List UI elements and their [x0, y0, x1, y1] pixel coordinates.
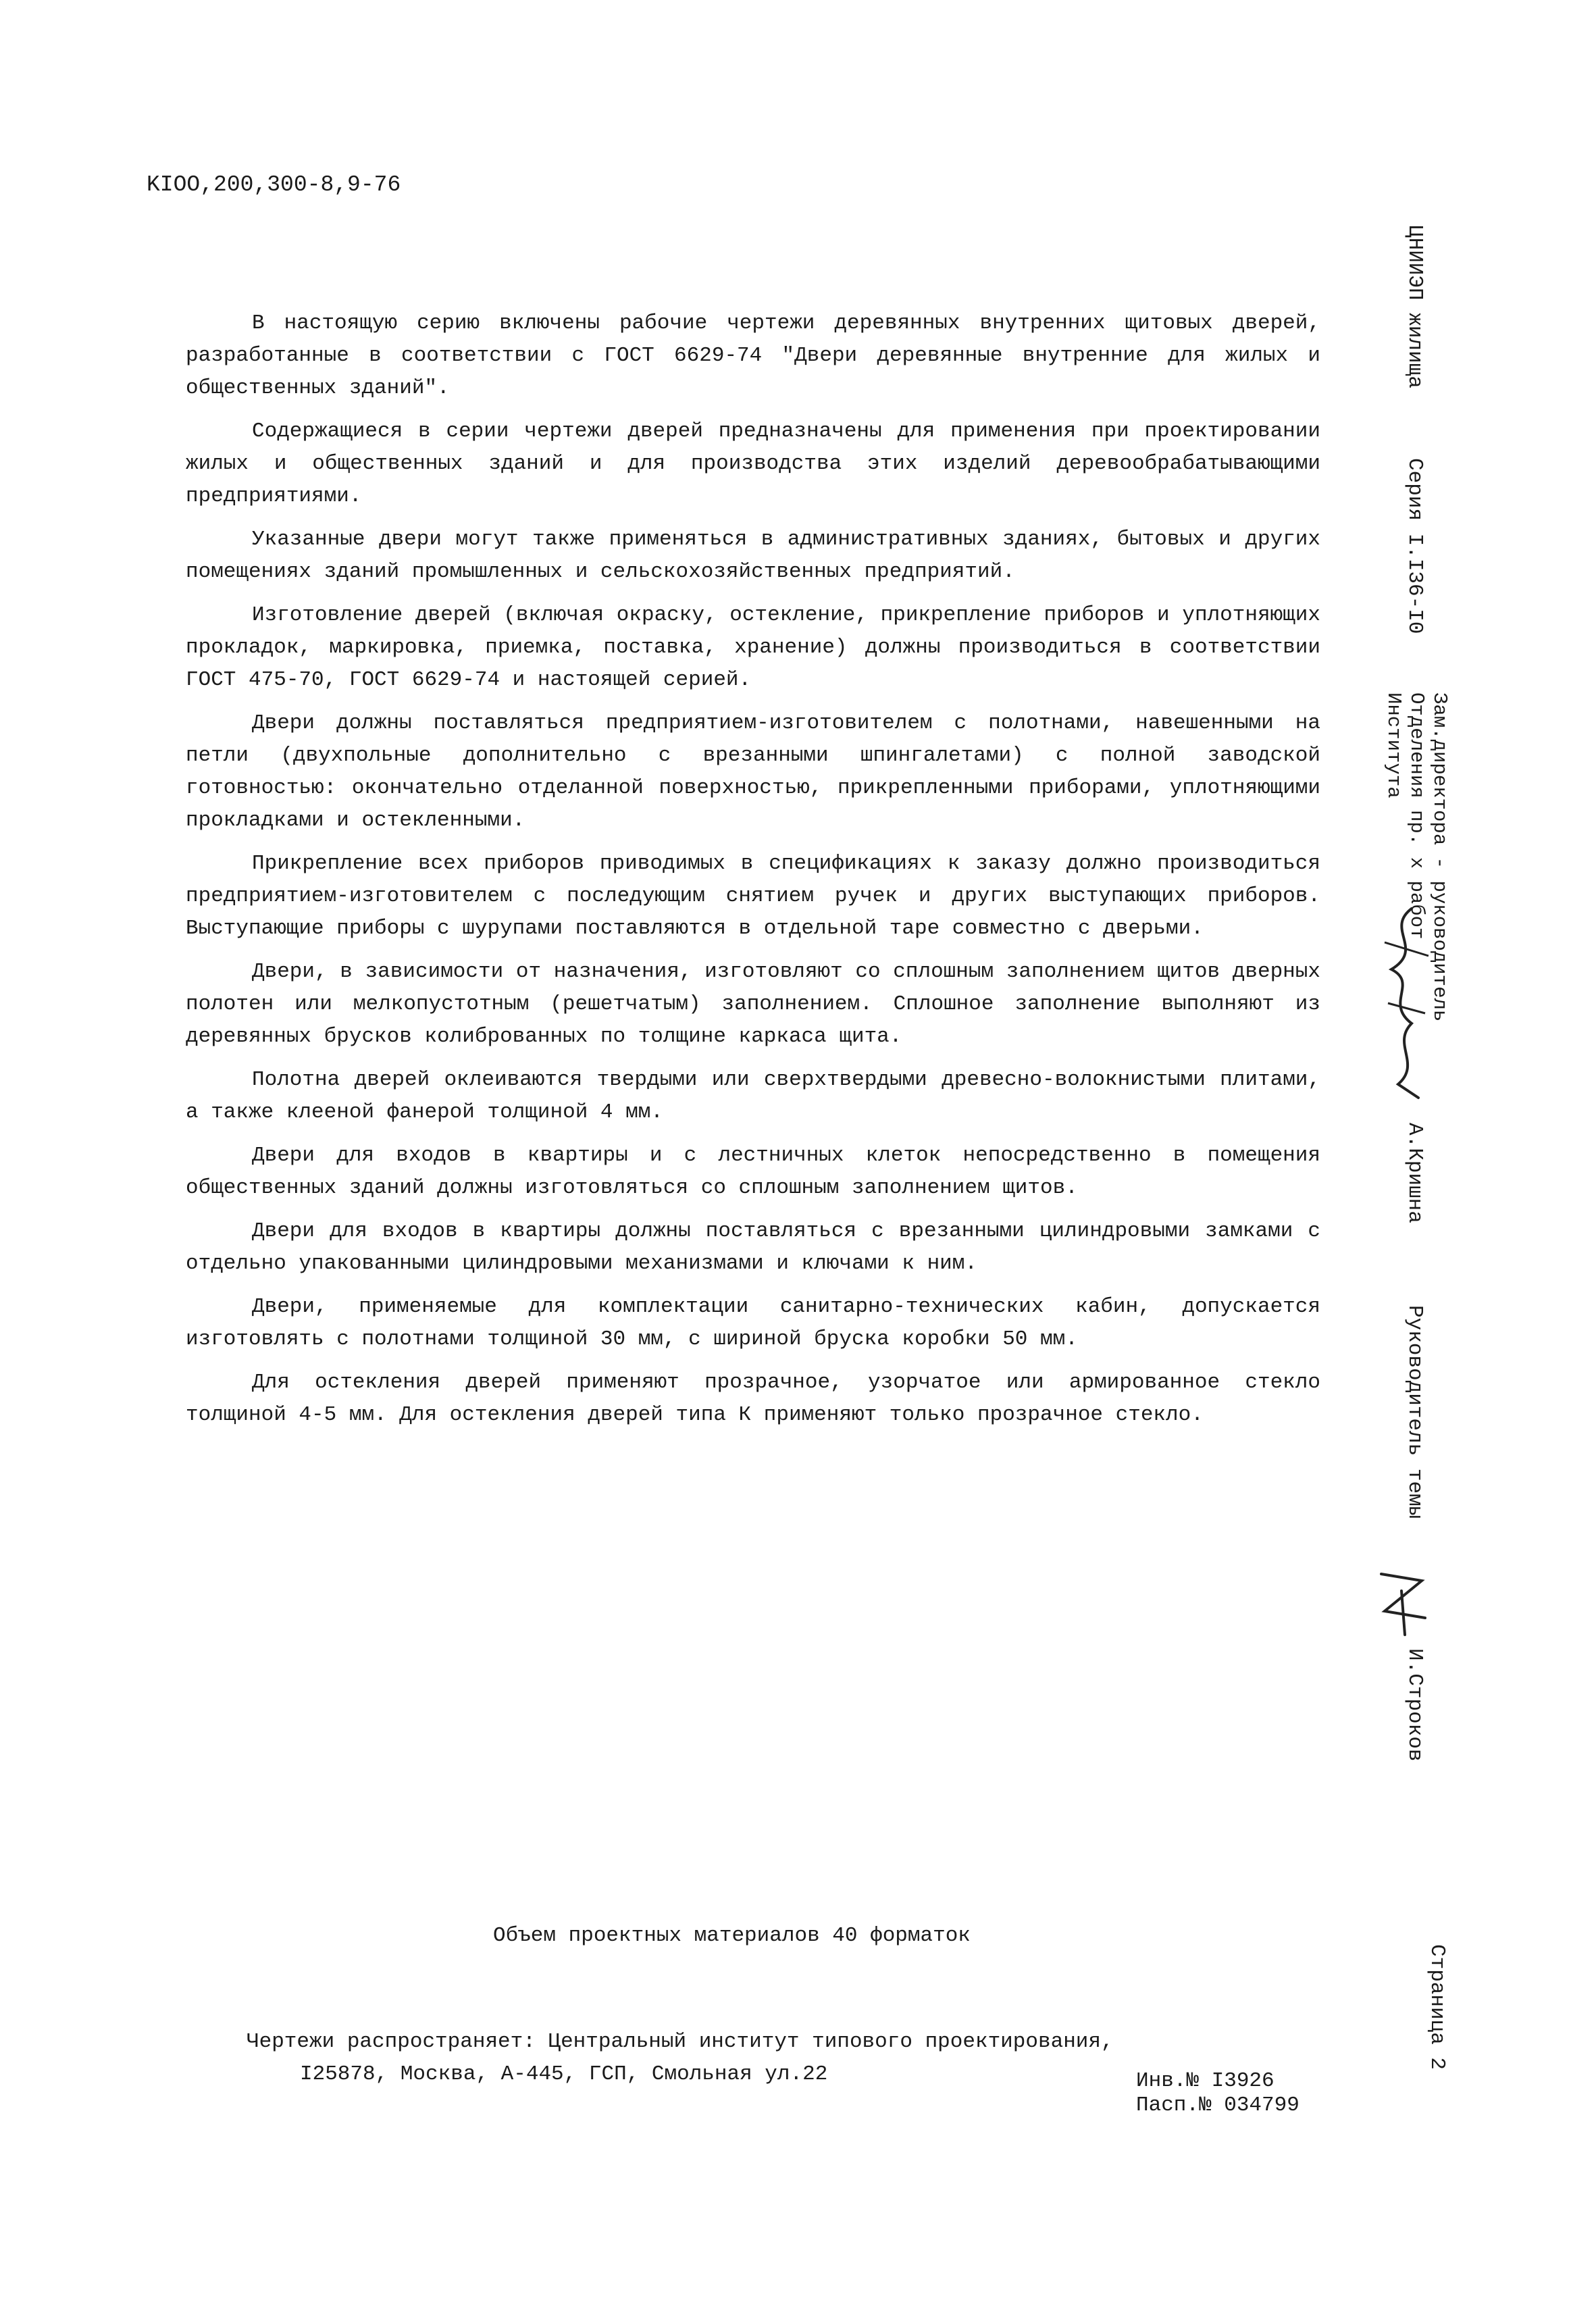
stamp-series: Серия I.I36-I0	[1403, 458, 1426, 634]
distributor-address: I25878, Москва, А-445, ГСП, Смольная ул.22	[300, 2062, 828, 2086]
paragraph: Для остекления дверей применяют прозрачное, узорчатое или армированное стекло толщиной 4-5 мм. Для остекления дверей типа К применяют только прозрачное стекло.	[186, 1371, 1320, 1427]
deputy-signature	[1371, 902, 1439, 1104]
paragraph: Прикрепление всех приборов приводимых в спецификациях к заказу должно производиться предприятием-изготовителем с последующим снятием ручек и других выступающих приборов. Выступающие приборы с шурупами поставляются в отдельной таре совместно с дверьми.	[186, 852, 1320, 940]
stamp-topic-lead-title: Руководитель темы	[1403, 1305, 1426, 1519]
paragraph: Двери, в зависимости от назначения, изготовляют со сплошным заполнением щитов дверных полотен или мелкопустотным (решетчатым) заполнением. Сплошное заполнение выполняют из деревянных брусков колиброванных по толщине каркаса щита.	[186, 960, 1320, 1048]
paragraph: Полотна дверей оклеиваются твердыми или сверхтвердыми древесно-волокнистыми плитами, а также клееной фанерой толщиной 4 мм.	[186, 1068, 1320, 1124]
stamp-deputy-name: А.Кришна	[1403, 1123, 1426, 1223]
paragraph: Двери для входов в квартиры должны поставляться с врезанными цилиндровыми замками с отдельно упакованными цилиндровыми механизмами и ключами к ним.	[186, 1219, 1320, 1275]
topic-lead-signature	[1371, 1564, 1432, 1638]
stamp-organization: ЦНИИЭП жилища	[1403, 225, 1426, 388]
paragraph: Содержащиеся в серии чертежи дверей предназначены для применения при проектировании жилых и общественных зданий и для производства этих изделий деревообрабатывающими предприятиями.	[186, 420, 1320, 508]
stamp-topic-lead-name: И.Строков	[1403, 1648, 1426, 1762]
page-number: Страница 2	[1425, 1944, 1449, 2070]
paragraph: Двери должны поставляться предприятием-изготовителем с полотнами, навешенными на петли (двухпольные дополнительно с врезанными шпингалетами) с полной заводской готовностью: окончательно отделанной поверхностью, прикрепленными приборами, уплотняющими прокладками и остекленными.	[186, 711, 1320, 832]
inventory-number: Инв.№ I3926	[1136, 2069, 1275, 2093]
paragraph: Двери, применяемые для комплектации санитарно-технических кабин, допускается изготовлять с полотнами толщиной 30 мм, с шириной бруска коробки 50 мм.	[186, 1295, 1320, 1351]
document-code: KIOO,200,300-8,9-76	[147, 172, 401, 197]
paragraph: Указанные двери могут также применяться в административных зданиях, бытовых и других помещениях зданий промышленных и сельскохозяйственных предприятий.	[186, 528, 1320, 584]
body-text	[186, 307, 1320, 1442]
stamp-deputy-title-line: Зам.директора - руководитель	[1428, 692, 1451, 1022]
distributor-line: Чертежи распространяет: Центральный институт типового проектирования,	[247, 2030, 1114, 2054]
stamp-deputy-title-line: Института	[1383, 692, 1405, 798]
stamp-deputy-title-line: Отделения пр. х работ	[1406, 692, 1428, 940]
inventory-block	[1136, 2069, 1299, 2118]
passport-number: Пасп.№ 034799	[1136, 2093, 1299, 2117]
paragraph: Изготовление дверей (включая окраску, остекление, прикрепление приборов и уплотняющих прокладок, маркировка, приемка, поставка, хранение) должны производиться в соответствии ГОСТ 475-70, ГОСТ 6629-74 и настоящей серией.	[186, 603, 1320, 692]
paragraph: Двери для входов в квартиры и с лестничных клеток непосредственно в помещения общественных зданий должны изготовляться со сплошным заполнением щитов.	[186, 1144, 1320, 1200]
volume-note: Объем проектных материалов 40 форматок	[493, 1924, 971, 1948]
paragraph: В настоящую серию включены рабочие чертежи деревянных внутренних щитовых дверей, разработанные в соответствии с ГОСТ 6629-74 "Двери деревянные внутренние для жилых и общественных зданий".	[186, 311, 1320, 400]
